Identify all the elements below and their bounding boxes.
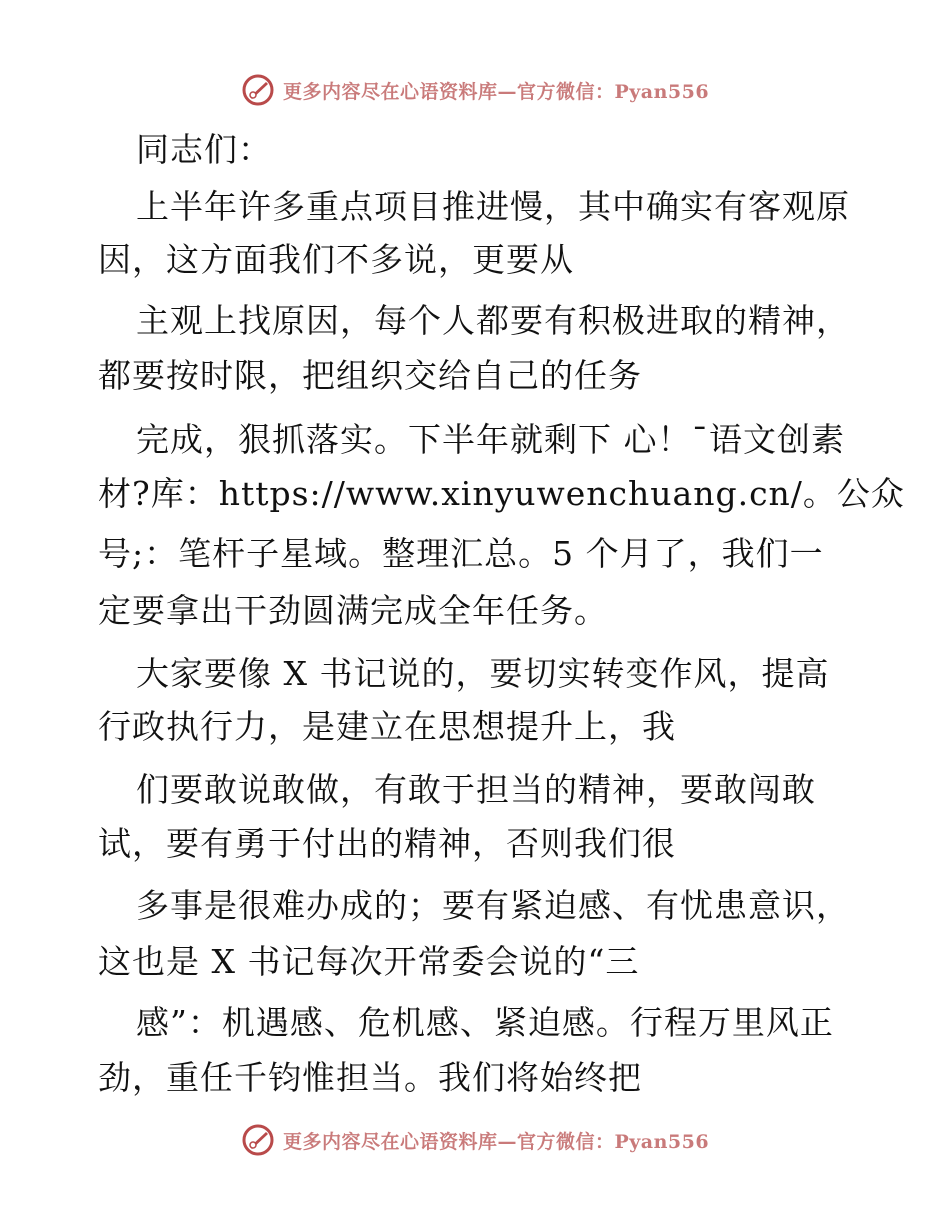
text-line: 因，这方面我们不多说，更要从 [98, 240, 574, 279]
text-line: 号;：笔杆子星域。整理汇总。5 个月了，我们一 [98, 534, 824, 573]
text-line: 定要拿出干劲圆满完成全年任务。 [98, 591, 608, 630]
text-line: 完成，狠抓落实。下半年就剩下 心！¯语文创素 [136, 420, 845, 459]
text-line: 大家要像 X 书记说的，要切实转变作风，提高 [136, 654, 830, 693]
text-line: 们要敢说敢做，有敢于担当的精神，要敢闯敢 [136, 770, 816, 809]
text-line: 都要按时限，把组织交给自己的任务 [98, 356, 642, 395]
watermark-text: 更多内容尽在心语资料库—官方微信：Pyan556 [282, 80, 710, 103]
text-line: 材?库：https://www.xinyuwenchuang.cn/。公众 [98, 474, 905, 513]
text-line: 多事是很难办成的；要有紧迫感、有忧患意识， [136, 886, 850, 925]
text-line: 这也是 X 书记每次开常委会说的“三 [98, 942, 640, 981]
logo-icon [241, 73, 275, 107]
text-line: 行政执行力，是建立在思想提升上，我 [98, 707, 676, 746]
header-watermark [0, 70, 950, 110]
footer-watermark [0, 1120, 950, 1160]
text-line: 主观上找原因，每个人都要有积极进取的精神， [136, 301, 850, 340]
logo-icon [241, 1123, 275, 1157]
text-line: 试，要有勇于付出的精神，否则我们很 [98, 824, 676, 863]
text-line: 感”：机遇感、危机感、紧迫感。行程万里风正 [136, 1003, 834, 1042]
text-line: 上半年许多重点项目推进慢，其中确实有客观原 [136, 187, 850, 226]
text-line: 同志们： [136, 130, 272, 169]
watermark-text: 更多内容尽在心语资料库—官方微信：Pyan556 [282, 1130, 710, 1153]
text-line: 劲，重任千钧惟担当。我们将始终把 [98, 1058, 642, 1097]
